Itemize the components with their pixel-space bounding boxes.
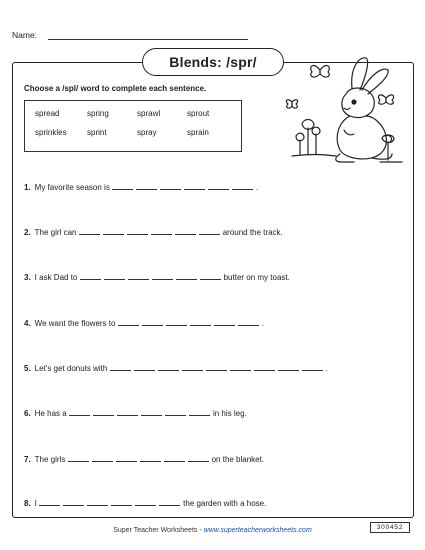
word-bank-item: sprawl bbox=[137, 109, 161, 118]
answer-blank[interactable] bbox=[160, 181, 181, 190]
answer-blank[interactable] bbox=[151, 226, 172, 235]
answer-blank[interactable] bbox=[140, 453, 161, 462]
answer-blank[interactable] bbox=[135, 497, 156, 506]
answer-blank[interactable] bbox=[68, 453, 89, 462]
word-bank-item: spring bbox=[87, 109, 109, 118]
answer-blank[interactable] bbox=[208, 181, 229, 190]
question-text-after: on the blanket. bbox=[211, 455, 265, 464]
question-text-before: We want the flowers to bbox=[34, 319, 116, 328]
question-text-before: The girl can bbox=[34, 228, 77, 237]
answer-blank[interactable] bbox=[118, 317, 139, 326]
word-bank-item: sprint bbox=[87, 128, 107, 137]
name-line bbox=[48, 39, 248, 40]
answer-blank[interactable] bbox=[136, 181, 157, 190]
answer-blank[interactable] bbox=[254, 362, 275, 371]
bunny-illustration bbox=[280, 50, 410, 170]
question-row bbox=[24, 362, 328, 373]
answer-blank[interactable] bbox=[142, 317, 163, 326]
answer-blank[interactable] bbox=[117, 407, 138, 416]
question-text-after: around the track. bbox=[222, 228, 283, 237]
question-number: 4. bbox=[24, 319, 31, 328]
question-text-before: Let's get donuts with bbox=[34, 364, 108, 373]
answer-blank[interactable] bbox=[112, 181, 133, 190]
answer-blank[interactable] bbox=[182, 362, 203, 371]
answer-blank[interactable] bbox=[141, 407, 162, 416]
question-number: 5. bbox=[24, 364, 31, 373]
word-bank-item: sprout bbox=[187, 109, 210, 118]
answer-blank[interactable] bbox=[188, 453, 209, 462]
question-number: 2. bbox=[24, 228, 31, 237]
question-text-before: I ask Dad to bbox=[34, 273, 78, 282]
answer-blank[interactable] bbox=[134, 362, 155, 371]
answer-blank[interactable] bbox=[190, 317, 211, 326]
answer-blank[interactable] bbox=[199, 226, 220, 235]
answer-blank[interactable] bbox=[184, 181, 205, 190]
answer-blank[interactable] bbox=[79, 226, 100, 235]
answer-blank[interactable] bbox=[158, 362, 179, 371]
answer-blank[interactable] bbox=[302, 362, 323, 371]
answer-blank[interactable] bbox=[238, 317, 259, 326]
word-bank-item: sprain bbox=[187, 128, 209, 137]
answer-blank[interactable] bbox=[39, 497, 60, 506]
question-row bbox=[24, 407, 247, 418]
answer-blank[interactable] bbox=[104, 271, 125, 280]
answer-blank[interactable] bbox=[206, 362, 227, 371]
answer-blank[interactable] bbox=[116, 453, 137, 462]
answer-blank[interactable] bbox=[164, 453, 185, 462]
answer-blank[interactable] bbox=[63, 497, 84, 506]
answer-blank[interactable] bbox=[175, 226, 196, 235]
question-number: 6. bbox=[24, 409, 31, 418]
question-row bbox=[24, 226, 283, 237]
answer-blank[interactable] bbox=[103, 226, 124, 235]
answer-blank[interactable] bbox=[127, 226, 148, 235]
instructions: Choose a /spl/ word to complete each sentence. bbox=[24, 84, 207, 93]
footer bbox=[0, 527, 425, 534]
word-bank-item: spread bbox=[35, 109, 60, 118]
worksheet-code: 300452 bbox=[370, 522, 410, 533]
answer-blank[interactable] bbox=[110, 362, 131, 371]
question-row bbox=[24, 181, 258, 192]
question-text-before: I bbox=[34, 499, 37, 508]
question-number: 3. bbox=[24, 273, 31, 282]
answer-blank[interactable] bbox=[176, 271, 197, 280]
question-text-after: butter on my toast. bbox=[223, 273, 290, 282]
answer-blank[interactable] bbox=[87, 497, 108, 506]
answer-blank[interactable] bbox=[278, 362, 299, 371]
answer-blank[interactable] bbox=[214, 317, 235, 326]
question-row bbox=[24, 271, 290, 282]
question-text-before: He has a bbox=[34, 409, 67, 418]
answer-blank[interactable] bbox=[166, 317, 187, 326]
footer-link[interactable]: www.superteacherworksheets.com bbox=[203, 527, 312, 534]
answer-blank[interactable] bbox=[165, 407, 186, 416]
answer-blank[interactable] bbox=[92, 453, 113, 462]
question-text-after: . bbox=[256, 183, 259, 192]
question-text-after: . bbox=[261, 319, 264, 328]
answer-blank[interactable] bbox=[159, 497, 180, 506]
question-row bbox=[24, 453, 264, 464]
answer-blank[interactable] bbox=[80, 271, 101, 280]
answer-blank[interactable] bbox=[230, 362, 251, 371]
word-bank-item: spray bbox=[137, 128, 157, 137]
question-text-after: in his leg. bbox=[212, 409, 247, 418]
answer-blank[interactable] bbox=[69, 407, 90, 416]
answer-blank[interactable] bbox=[232, 181, 253, 190]
question-row bbox=[24, 497, 266, 508]
word-bank bbox=[24, 100, 242, 152]
name-label: Name: bbox=[12, 30, 38, 40]
question-row bbox=[24, 317, 264, 328]
answer-blank[interactable] bbox=[200, 271, 221, 280]
question-number: 1. bbox=[24, 183, 31, 192]
answer-blank[interactable] bbox=[93, 407, 114, 416]
answer-blank[interactable] bbox=[111, 497, 132, 506]
worksheet-title: Blends: /spr/ bbox=[142, 48, 284, 76]
question-text-after: . bbox=[325, 364, 328, 373]
question-number: 7. bbox=[24, 455, 31, 464]
word-bank-grid bbox=[35, 109, 235, 137]
word-bank-item: sprinkles bbox=[35, 128, 67, 137]
question-text-before: The girls bbox=[34, 455, 66, 464]
answer-blank[interactable] bbox=[189, 407, 210, 416]
question-text-before: My favorite season is bbox=[34, 183, 110, 192]
footer-brand: Super Teacher Worksheets - bbox=[113, 527, 204, 534]
answer-blank[interactable] bbox=[152, 271, 173, 280]
answer-blank[interactable] bbox=[128, 271, 149, 280]
question-text-after: the garden with a hose. bbox=[183, 499, 267, 508]
question-number: 8. bbox=[24, 499, 31, 508]
